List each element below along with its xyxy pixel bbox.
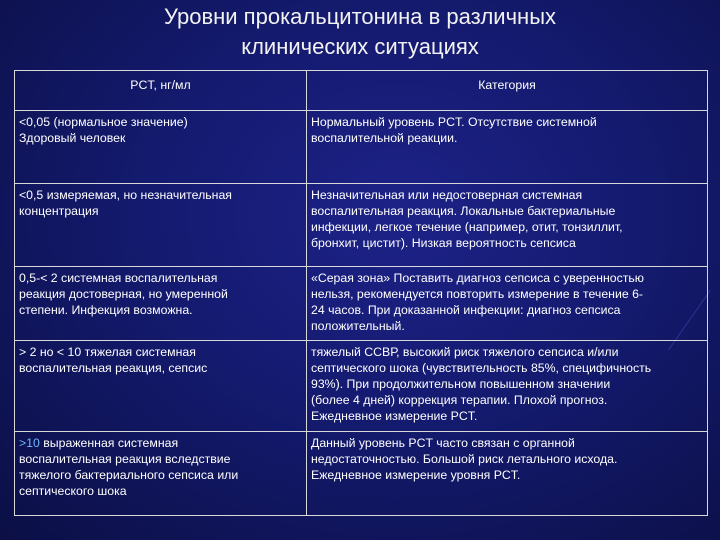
category-cell: [307, 267, 708, 341]
level-cell: [15, 341, 307, 432]
level-first-rest: выраженная системная: [39, 436, 179, 450]
cell-line: 0,5-< 2 системная воспалительная: [19, 271, 218, 285]
table-row: [15, 111, 708, 184]
cell-line: Незначительная или недостоверная системная: [311, 188, 583, 202]
table-row: [15, 341, 708, 432]
cell-line: инфекции, легкое течение (например, отит, тонзиллит,: [311, 220, 623, 234]
cell-line: септического шока: [19, 484, 127, 498]
title-line-1: Уровни прокальцитонина в различных: [163, 4, 557, 29]
level-cell: [15, 184, 307, 267]
cell-line: недостаточностью. Большой риск летального исхода.: [311, 452, 618, 466]
cell-line: 24 часов. При доказанной инфекции: диагноз сепсиса: [311, 303, 621, 317]
title-line-2: клинических ситуациях: [241, 34, 479, 59]
cell-line: воспалительной реакции.: [311, 131, 458, 145]
cell-line: септического шока (чувствительность 85%, специфичность: [311, 361, 652, 375]
table-row: [15, 432, 708, 516]
header-category: Категория: [307, 71, 708, 111]
category-cell: [307, 184, 708, 267]
level-cell: [15, 432, 307, 516]
cell-line: Здоровый человек: [19, 131, 126, 145]
cell-line: 93%). При продолжительном повышенном значении: [311, 377, 611, 391]
cell-line: реакция достоверная, но умеренной: [19, 287, 228, 301]
table-row: [15, 184, 708, 267]
category-cell: [307, 341, 708, 432]
cell-line: «Серая зона» Поставить диагноз сепсиса с уверенностью: [311, 271, 644, 285]
cell-line: степени. Инфекция возможна.: [19, 303, 193, 317]
cell-line: нельзя, рекомендуется повторить измерение в течение 6-: [311, 287, 644, 301]
level-cell: [15, 111, 307, 184]
header-pct: PCT, нг/мл: [15, 71, 307, 111]
cell-line: (более 4 дней) коррекция терапии. Плохой прогноз.: [311, 393, 608, 407]
cell-line: Данный уровень PCT часто связан с органной: [311, 436, 575, 450]
cell-line: положительный.: [311, 319, 405, 333]
slide-title: [0, 2, 720, 62]
cell-line: воспалительная реакция, сепсис: [19, 361, 208, 375]
level-cell: [15, 267, 307, 341]
category-cell: [307, 432, 708, 516]
cell-line: > 2 но < 10 тяжелая системная: [19, 345, 196, 359]
cell-line: [19, 435, 302, 451]
cell-line: Ежедневное измерение PCT.: [311, 409, 478, 423]
cell-line: Нормальный уровень PCT. Отсутствие системной: [311, 115, 597, 129]
table-header-row: [15, 71, 708, 111]
pct-levels-table: [14, 70, 708, 516]
cell-line: воспалительная реакция вследствие: [19, 452, 231, 466]
level-threshold: >10: [19, 436, 40, 450]
category-cell: [307, 111, 708, 184]
cell-line: Ежедневное измерение уровня PCT.: [311, 468, 521, 482]
cell-line: <0,05 (нормальное значение): [19, 115, 188, 129]
cell-line: тяжелого бактериального сепсиса или: [19, 468, 239, 482]
cell-line: концентрация: [19, 204, 99, 218]
table-row: [15, 267, 708, 341]
cell-line: <0,5 измеряемая, но незначительная: [19, 188, 232, 202]
cell-line: тяжелый ССВР, высокий риск тяжелого сепсиса и/или: [311, 345, 619, 359]
cell-line: воспалительная реакция. Локальные бактериальные: [311, 204, 616, 218]
cell-line: бронхит, цистит). Низкая вероятность сепсиса: [311, 236, 576, 250]
